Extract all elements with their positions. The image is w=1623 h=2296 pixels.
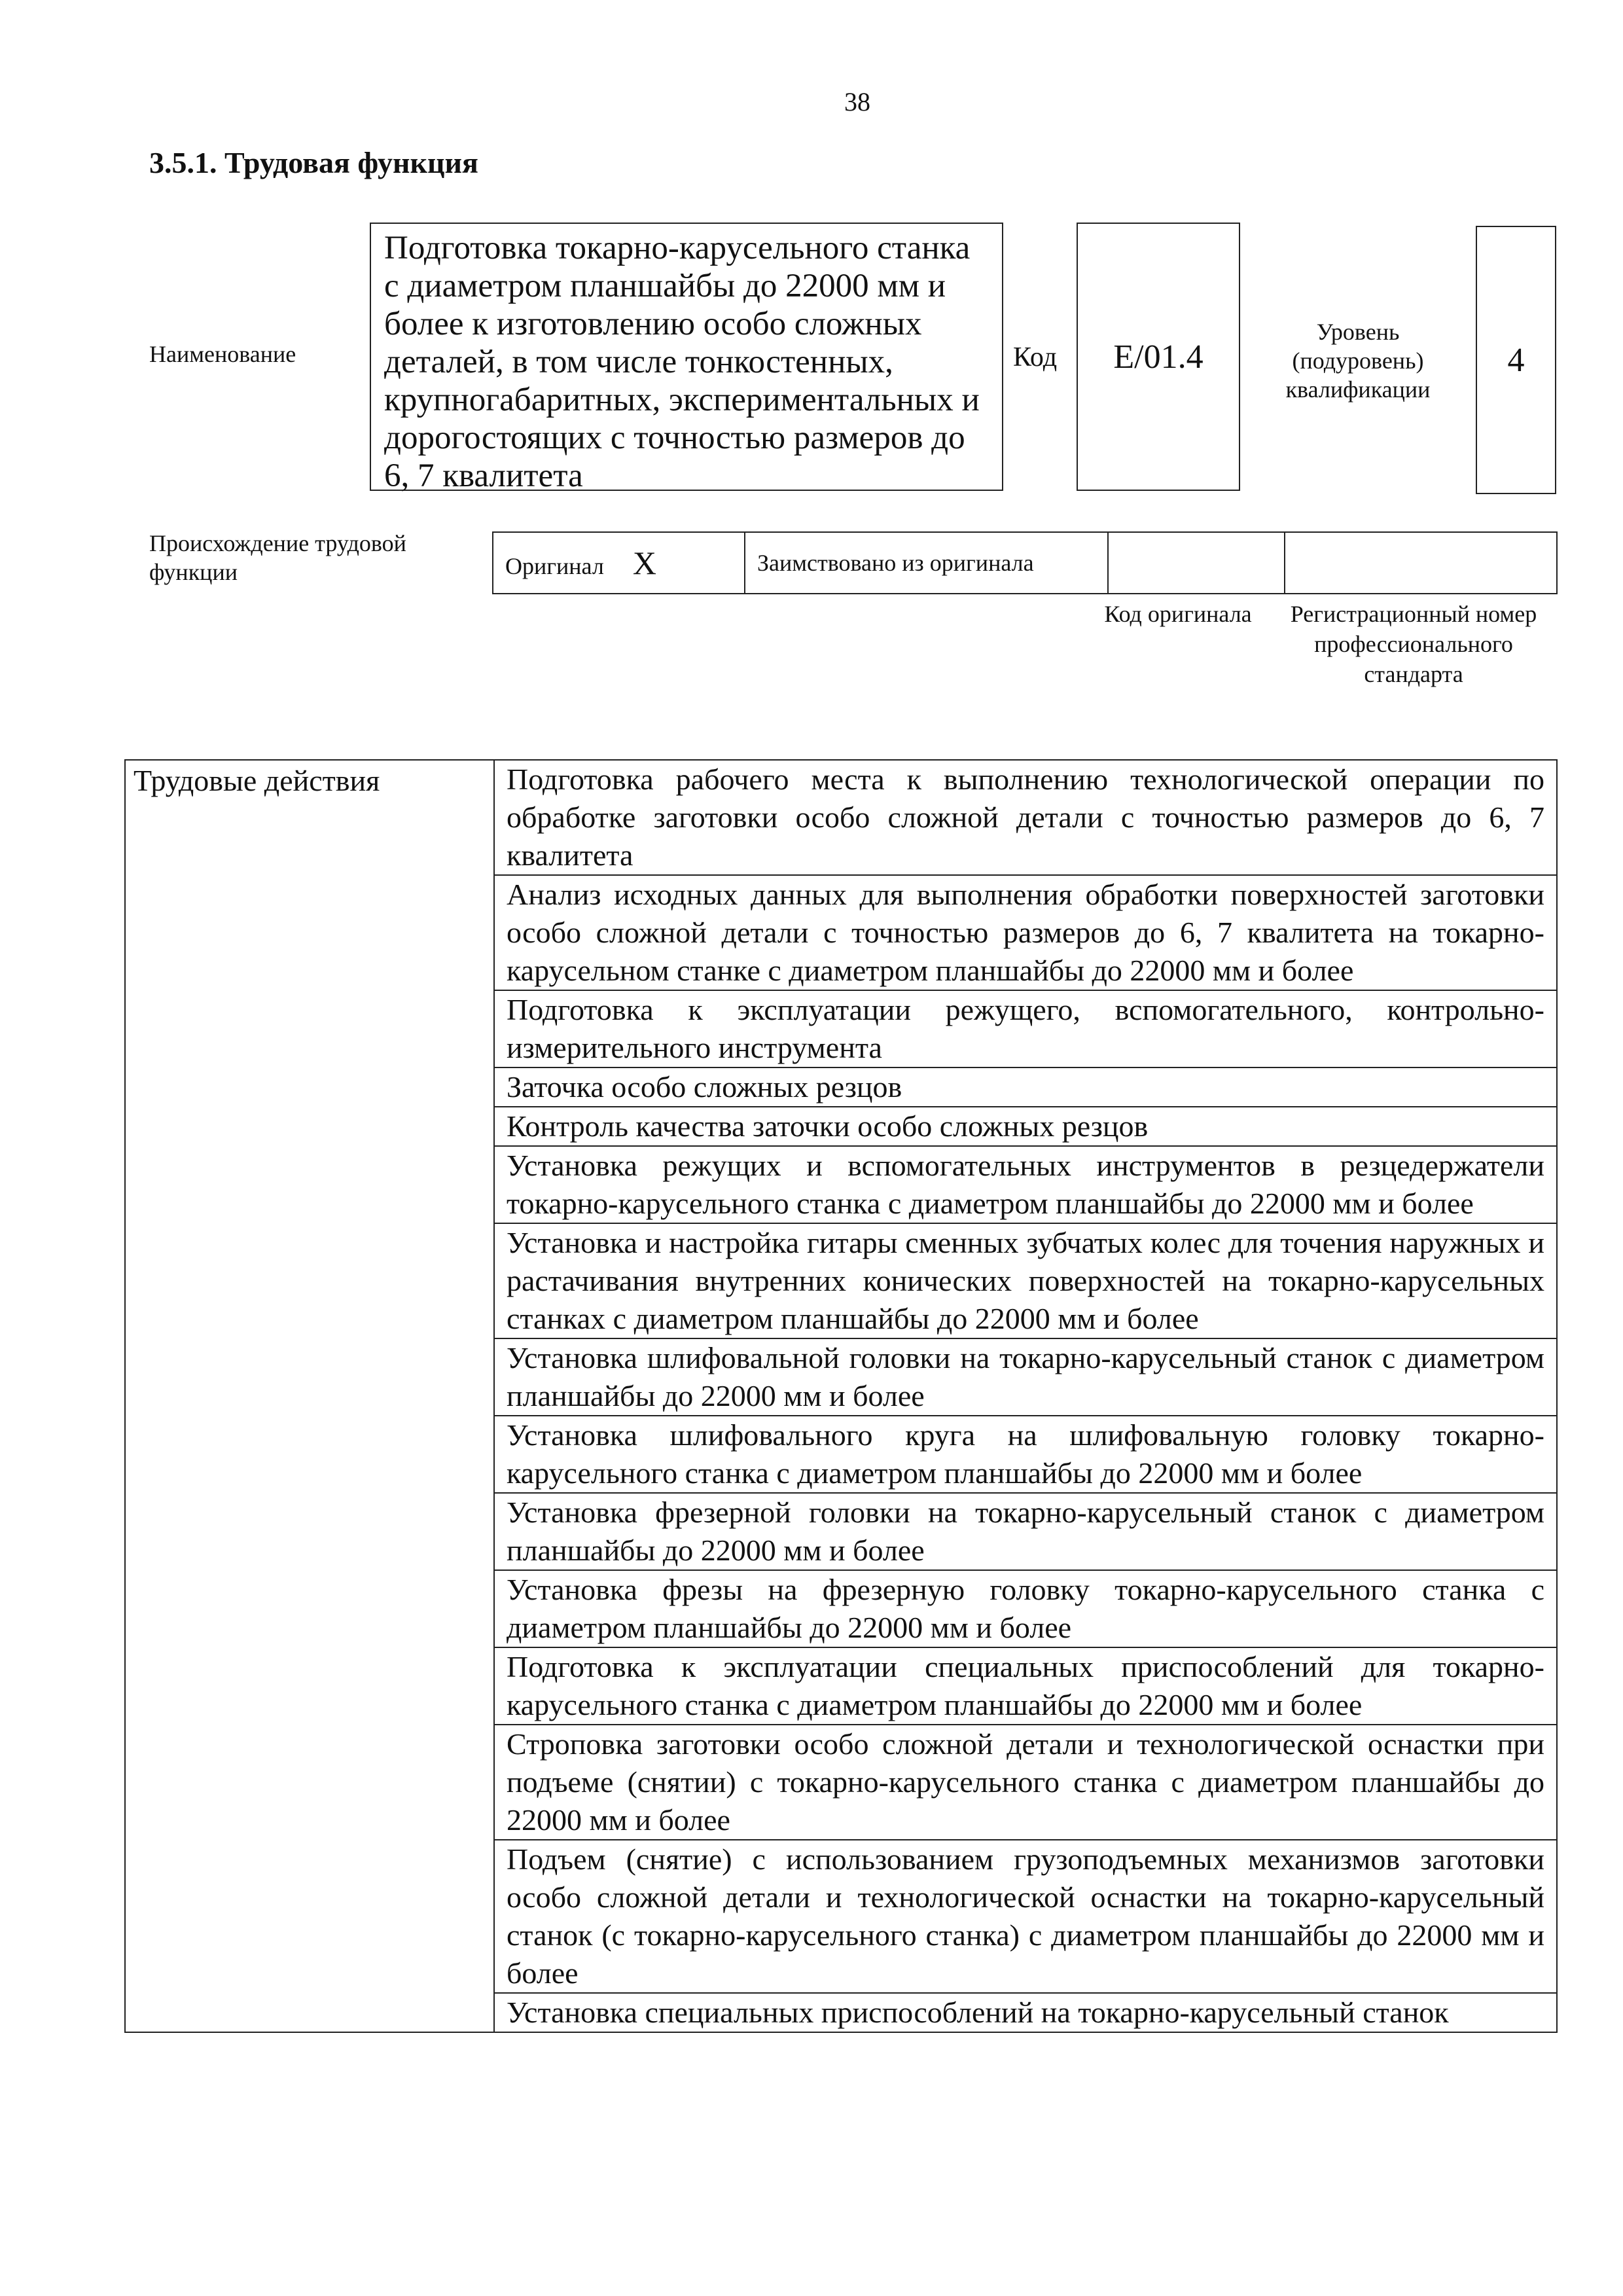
action-item: Установка шлифовальной головки на токарно-карусельный станок с диаметром планшайбы до 22000 мм и более xyxy=(494,1338,1557,1416)
original-code-caption: Код оригинала xyxy=(1104,601,1252,627)
origin-label: Происхождение трудовой функции xyxy=(149,530,406,585)
action-item: Контроль качества заточки особо сложных резцов xyxy=(494,1107,1557,1146)
original-mark: X xyxy=(632,545,656,581)
code-label: Код xyxy=(1013,342,1058,372)
borrowed-label: Заимствовано из оригинала xyxy=(757,550,1034,576)
level-label: Уровень (подуровень) квалификации xyxy=(1285,319,1431,403)
code-value-box xyxy=(1077,223,1240,491)
action-item: Установка фрезы на фрезерную головку токарно-карусельного станка с диаметром планшайбы до 22000 мм и более xyxy=(494,1570,1557,1647)
registration-number-cell xyxy=(1285,532,1557,594)
action-item: Подготовка к эксплуатации специальных приспособлений для токарно-карусельного станка с диаметром планшайбы до 22000 мм и более xyxy=(494,1647,1557,1725)
actions-header: Трудовые действия xyxy=(125,760,494,2032)
action-item: Подготовка рабочего места к выполнению технологической операции по обработке заготовки особо сложной детали с точностью размеров до 6, 7 квалитета xyxy=(494,760,1557,875)
original-label: Оригинал xyxy=(505,553,604,579)
origin-table xyxy=(492,531,1558,594)
level-value: 4 xyxy=(1507,341,1525,379)
section-title: 3.5.1. Трудовая функция xyxy=(149,146,478,179)
original-cell xyxy=(493,532,745,594)
name-label: Наименование xyxy=(149,341,296,367)
action-item: Подъем (снятие) с использованием грузоподъемных механизмов заготовки особо сложной детали и технологической оснастки на токарно-карусельный станок (с токарно-карусельного станка) с диаметром планшайбы до 22000 мм и более xyxy=(494,1840,1557,1993)
action-item: Заточка особо сложных резцов xyxy=(494,1067,1557,1107)
action-item: Строповка заготовки особо сложной детали и технологической оснастки при подъеме (снятии) с токарно-карусельного станка с диаметром планшайбы до 22000 мм и более xyxy=(494,1725,1557,1840)
action-item: Установка режущих и вспомогательных инструментов в резцедержатели токарно-карусельного станка с диаметром планшайбы до 22000 мм и более xyxy=(494,1146,1557,1223)
function-name-box: Подготовка токарно-карусельного станка с диаметром планшайбы до 22000 мм и более к изготовлению особо сложных деталей, в том числе тонкостенных, крупногабаритных, экспериментальных и дорогостоящих с точностью размеров до 6, 7 квалитета xyxy=(370,223,1003,491)
action-item: Установка фрезерной головки на токарно-карусельный станок с диаметром планшайбы до 22000 мм и более xyxy=(494,1493,1557,1570)
labor-actions-table xyxy=(124,759,1558,2033)
action-item: Анализ исходных данных для выполнения обработки поверхностей заготовки особо сложной детали с точностью размеров до 6, 7 квалитета на токарно-карусельном станке с диаметром планшайбы до 22000 мм и более xyxy=(494,875,1557,990)
borrowed-cell xyxy=(745,532,1108,594)
level-value-box xyxy=(1476,226,1556,494)
action-item: Установка и настройка гитары сменных зубчатых колес для точения наружных и растачивания внутренних конических поверхностей на токарно-карусельных станках с диаметром планшайбы до 22000 мм и более xyxy=(494,1223,1557,1338)
action-item: Подготовка к эксплуатации режущего, вспомогательного, контрольно-измерительного инструмента xyxy=(494,990,1557,1067)
action-item: Установка специальных приспособлений на токарно-карусельный станок xyxy=(494,1993,1557,2032)
code-value: E/01.4 xyxy=(1113,338,1204,376)
original-code-cell xyxy=(1108,532,1285,594)
table-row xyxy=(125,760,1557,875)
action-item: Установка шлифовального круга на шлифовальную головку токарно-карусельного станка с диаметром планшайбы до 22000 мм и более xyxy=(494,1416,1557,1493)
registration-caption: Регистрационный номер профессионального стандарта xyxy=(1290,601,1537,687)
page-number: 38 xyxy=(844,87,870,117)
